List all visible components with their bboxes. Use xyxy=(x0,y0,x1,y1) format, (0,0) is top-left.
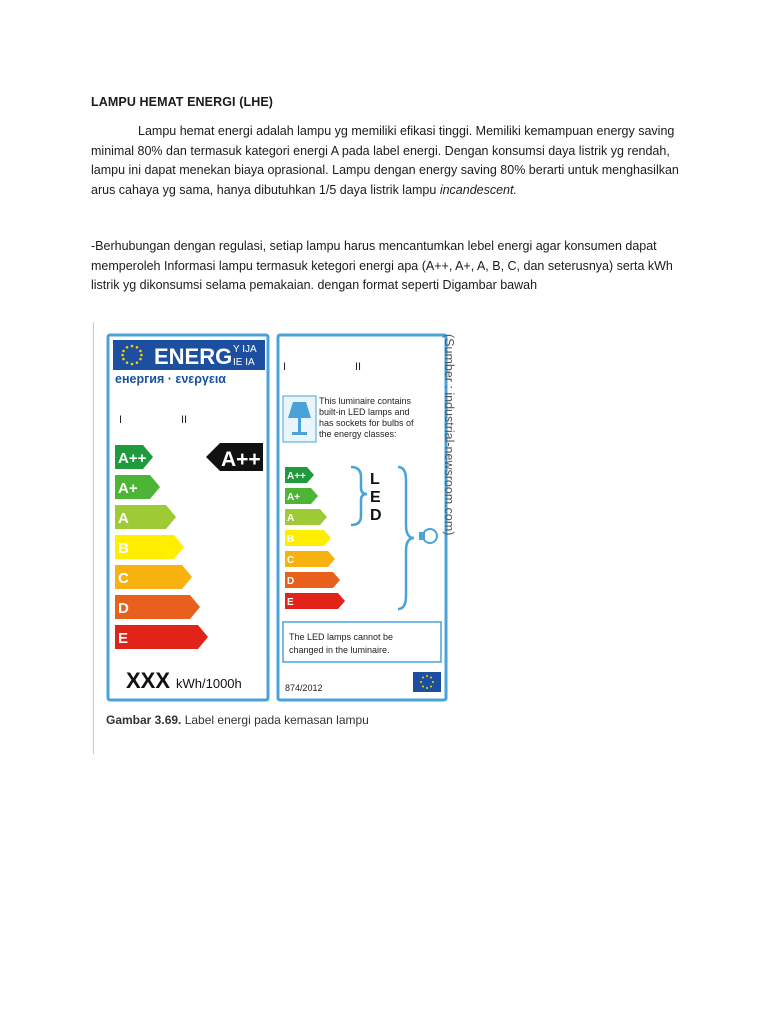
source-note: (Sumber : industrial-newsroom.com) xyxy=(442,334,456,536)
energ-text: ENERG xyxy=(154,344,233,369)
class-label-app: A++ xyxy=(118,450,147,467)
paragraph-intro-italic: incandescent. xyxy=(439,182,517,197)
paragraph-intro-text: Lampu hemat energi adalah lampu yg memiliki efikasi tinggi. Memiliki kemampuan energy saving minimal 80% dan termasuk kategori energi A pada label energi. Dengan konsumsi daya listrik yg rendah, lampu ini dapat menekan biaya oprasional. Lampu dengan energy saving 80% berarti untuk menghasilkan arus cahaya yg sama, hanya dibutuhkan 1/5 daya listrik lampu xyxy=(91,124,679,197)
right-class-label-d: D xyxy=(287,576,295,587)
right-class-label-ap: A+ xyxy=(287,492,301,503)
class-label-b: B xyxy=(118,540,129,557)
right-class-label-c: C xyxy=(287,555,295,566)
figure-caption-number: Gambar 3.69. xyxy=(106,713,182,727)
led-letter-l: L xyxy=(370,471,380,488)
rating-label: A++ xyxy=(221,448,261,471)
luminaire-text-2: built-in LED lamps and xyxy=(319,407,410,417)
led-letter-e: E xyxy=(370,489,381,506)
class-label-e: E xyxy=(118,630,129,647)
energy-label-left xyxy=(108,335,268,700)
eu-flag-icon xyxy=(113,340,151,370)
luminaire-text-1: This luminaire contains xyxy=(319,396,412,406)
paragraph-intro xyxy=(91,122,681,200)
right-roman-numeral-i: I xyxy=(283,361,287,373)
right-roman-numeral-ii: II xyxy=(355,361,362,373)
energy-label-figure xyxy=(93,320,493,760)
consumption-value: XXX xyxy=(126,668,171,693)
document-heading: LAMPU HEMAT ENERGI (LHE) xyxy=(91,95,274,109)
class-label-a: A xyxy=(118,510,129,527)
led-letter-d: D xyxy=(370,507,382,524)
class-arrow-e xyxy=(115,625,208,649)
right-class-label-b: B xyxy=(287,534,295,545)
class-label-ap: A+ xyxy=(118,480,138,497)
regulation-number: 874/2012 xyxy=(285,683,323,693)
consumption-unit: kWh/1000h xyxy=(176,676,242,691)
ieia-text: IE IA xyxy=(233,357,255,368)
roman-numeral-i: I xyxy=(119,414,123,426)
luminaire-text-4: the energy classes: xyxy=(319,429,397,439)
class-label-c: C xyxy=(118,570,129,587)
luminaire-text-3: has sockets for bulbs of xyxy=(319,418,414,428)
right-class-label-app: A++ xyxy=(287,471,306,482)
paragraph-regulation: -Berhubungan dengan regulasi, setiap lampu harus mencantumkan lebel energi agar konsumen dapat memperoleh Informasi lampu termasuk ketegori energi apa (A++, A+, A, B, C, dan seterusnya) serta kWh listrik yg dikonsumsi selama pemakaian. dengan format seperti Digambar bawah xyxy=(91,239,673,292)
figure-caption xyxy=(106,713,369,727)
right-class-label-e: E xyxy=(287,597,294,608)
class-label-d: D xyxy=(118,600,129,617)
led-note-line-1: The LED lamps cannot be xyxy=(289,632,394,642)
right-class-label-a: A xyxy=(287,513,295,524)
eu-flag-small-icon xyxy=(413,672,441,692)
led-note-line-2: changed in the luminaire. xyxy=(289,645,390,655)
energy-label-right xyxy=(278,335,446,700)
roman-numeral-ii: II xyxy=(181,414,188,426)
yija-text: Y IJA xyxy=(233,344,257,355)
figure-caption-text: Label energi pada kemasan lampu xyxy=(181,713,369,727)
cyrillic-greek-text: енергия · ενεργεια xyxy=(115,372,226,386)
